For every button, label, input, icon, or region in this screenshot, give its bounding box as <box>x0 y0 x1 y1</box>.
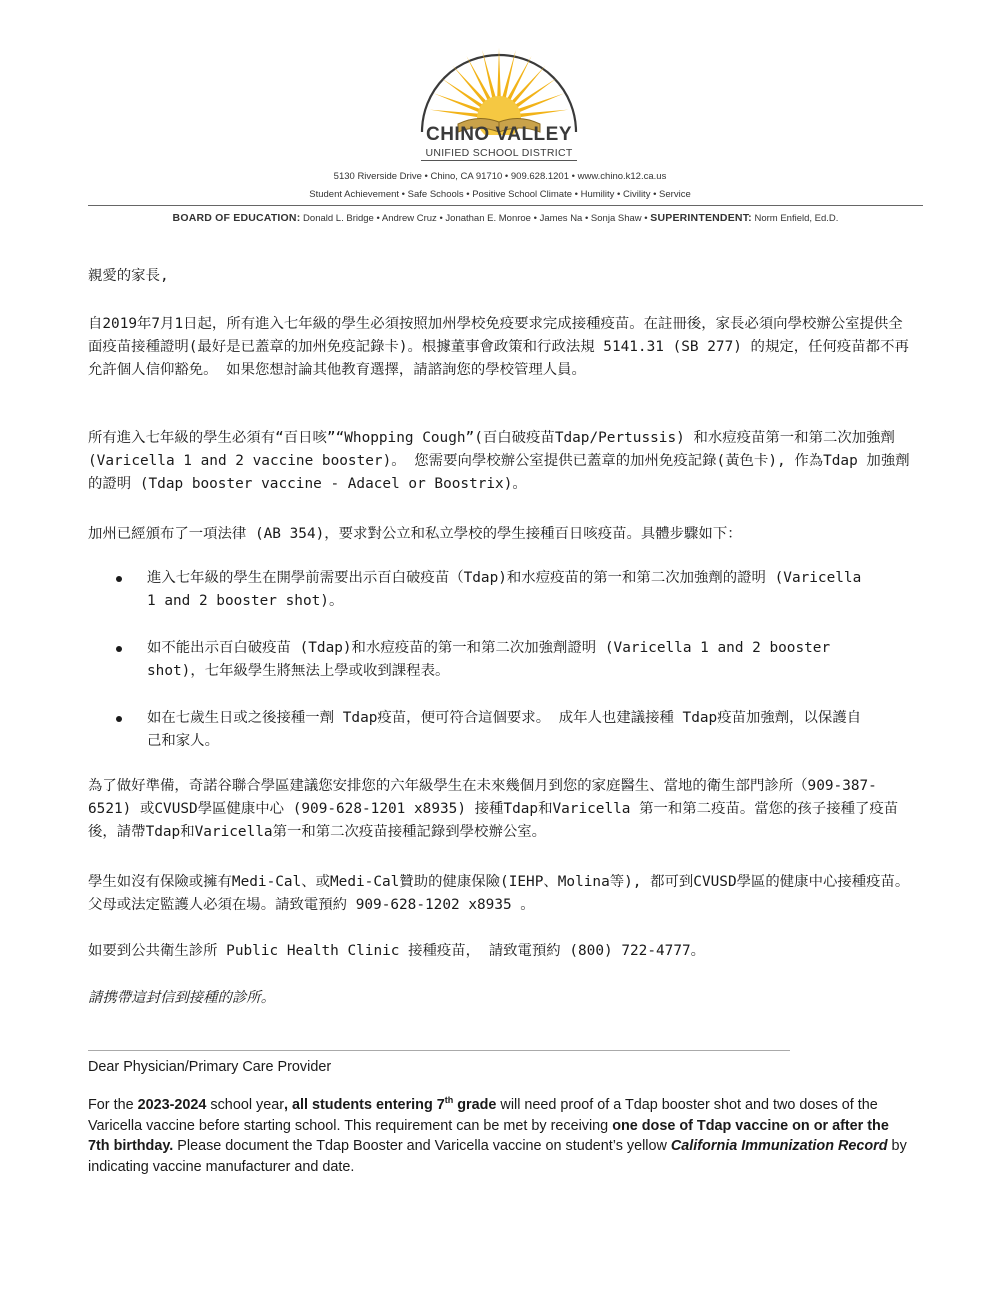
board-label: BOARD OF EDUCATION: <box>172 212 301 224</box>
superintendent-name: Norm Enfield, Ed.D. <box>754 213 839 224</box>
sun-ray-icon <box>519 110 569 118</box>
subtitle-rule <box>421 160 577 161</box>
en-text: For the <box>88 1097 138 1113</box>
values-line: Student Achievement • Safe Schools • Positive School Climate • Humility • Civility • Service <box>309 189 691 200</box>
zh-paragraph-2: 所有進入七年級的學生必須有“百日咳”“Whopping Cough”(百白破疫苗Tdap/Pertussis) 和水痘疫苗第一和第二次加強劑 (Varicella 1 and 2 vaccine booster)。 您需要向學校辦公室提供已蓋章的加州免疫記錄(黃色卡), 作為Tdap 加強劑的證明 (Tdap booster vaccine - Adacel or Boostrix)。 <box>88 430 910 492</box>
en-text: Please document the Tdap Booster and Varicella vaccine on student’s yellow <box>173 1138 671 1154</box>
board-line <box>88 212 923 224</box>
superintendent-label: SUPERINTENDENT: <box>650 212 752 224</box>
contact-line: 5130 Riverside Drive • Chino, CA 91710 • 909.628.1201 • www.chino.k12.ca.us <box>333 171 667 182</box>
board-members: Donald L. Bridge • Andrew Cruz • Jonathan E. Monroe • James Na • Sonja Shaw • <box>303 213 648 224</box>
sun-ray-icon <box>517 93 565 112</box>
bullet-text: 進入七年級的學生在開學前需要出示百白破疫苗（Tdap)和水痘疫苗的第一和第二次加強劑的證明 (Varicella 1 and 2 booster shot)。 <box>147 570 862 609</box>
zh-paragraph-1: 自2019年7月1日起，所有進入七年級的學生必須按照加州學校免疫要求完成接種疫苗。在註冊後，家長必須向學校辦公室提供全面疫苗接種證明(最好是已蓋章的加州免疫記錄卡)。根據董事會政策和行政法規 5141.31 (SB 277) 的規定，任何疫苗都不再允許個人信仰豁免。 如果您想討論其他教育選擇，請諮詢您的學校管理人員。 <box>88 316 909 378</box>
en-year: 2023-2024 <box>137 1097 207 1113</box>
en-text: by indicating vaccine manufacturer and date. <box>88 1138 907 1175</box>
header-divider <box>88 205 923 206</box>
bullet-icon <box>116 646 122 652</box>
bullet-icon <box>116 576 122 582</box>
en-text: school year <box>206 1097 285 1113</box>
bullet-text: 如在七歲生日或之後接種一劑 Tdap疫苗，便可符合這個要求。 成年人也建議接種 Tdap疫苗加強劑，以保護自己和家人。 <box>147 710 862 749</box>
district-name: CHINO VALLEY <box>425 124 573 145</box>
bullet-text: 如不能出示百白破疫苗 (Tdap)和水痘疫苗的第一和第二次加強劑證明 (Varicella 1 and 2 booster shot)，七年級學生將無法上學或收到課程表。 <box>147 640 831 679</box>
zh-paragraph-5: 學生如沒有保險或擁有Medi-Cal、或Medi-Cal贊助的健康保險(IEHP、Molina等), 都可到CVUSD學區的健康中心接種疫苗。父母或法定監護人必須在場。請致電預約 909-628-1202 x8935 。 <box>88 874 910 913</box>
en-salutation: Dear Physician/Primary Care Provider <box>88 1059 332 1075</box>
zh-paragraph-7: 請携帶這封信到接種的診所。 <box>88 990 276 1006</box>
en-all-students: , all students entering 7 <box>284 1097 445 1113</box>
sun-ray-icon <box>434 93 482 112</box>
en-paragraph <box>88 1095 914 1177</box>
section-divider <box>88 1050 790 1051</box>
en-grade: grade <box>453 1097 497 1113</box>
en-text: will need proof of a Tdap booster shot and two doses of the Varicella vaccine before starting school. This requirement can be met by receiving <box>88 1097 878 1134</box>
zh-paragraph-6: 如要到公共衛生診所 Public Health Clinic 接種疫苗， 請致電預約 (800) 722-4777。 <box>88 943 706 959</box>
bullet-icon <box>116 716 122 722</box>
district-subtitle: UNIFIED SCHOOL DISTRICT <box>425 147 573 159</box>
district-sun-logo <box>418 40 580 135</box>
en-th: th <box>444 1095 454 1106</box>
zh-greeting: 親愛的家長, <box>88 268 169 284</box>
zh-paragraph-4: 為了做好準備，奇諾谷聯合學區建議您安排您的六年級學生在未來幾個月到您的家庭醫生、當地的衛生部門診所（909-387-6521) 或CVUSD學區健康中心 (909-628-1201 x8935) 接種Tdap和Varicella 第一和第二疫苗。當您的孩子接種了疫苗後，請帶Tdap和Varicella第一和第二次疫苗接種記錄到學校辦公室。 <box>88 778 899 840</box>
en-record: California Immunization Record <box>670 1138 888 1154</box>
zh-paragraph-3: 加州已經頒布了一項法律 (AB 354)，要求對公立和私立學校的學生接種百日咳疫苗。具體步驟如下： <box>88 526 742 542</box>
en-one-dose: one dose of Tdap vaccine on or after the 7th birthday. <box>88 1117 889 1154</box>
sun-ray-icon <box>430 110 480 118</box>
